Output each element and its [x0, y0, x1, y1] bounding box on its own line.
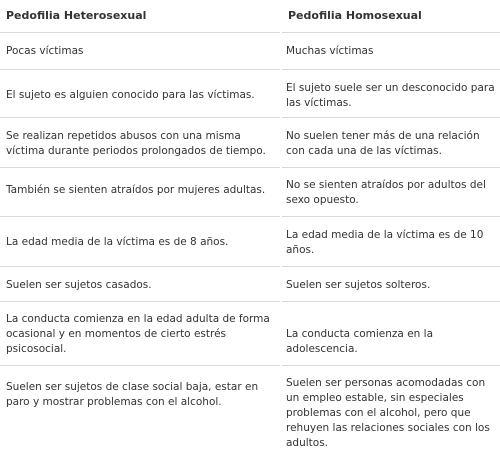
row-divider — [282, 117, 500, 118]
row-divider — [282, 216, 500, 217]
cell-homo-repeated-abuse: No suelen tener más de una relación con cada una de las víctimas. — [286, 130, 480, 157]
row-divider — [282, 301, 500, 302]
cell-hetero-known-subject: El sujeto es alguien conocido para las víctimas. — [6, 89, 255, 101]
cell-hetero-mean-age: La edad media de la víctima es de 8 años. — [6, 236, 229, 248]
header-homosexual: Pedofilia Homosexual — [288, 9, 422, 22]
row-divider — [0, 167, 280, 168]
cell-homo-mean-age: La edad media de la víctima es de 10 años. — [286, 229, 484, 256]
cell-homo-known-subject: El sujeto suele ser un desconocido para las víctimas. — [286, 82, 495, 109]
row-divider — [0, 216, 280, 217]
cell-homo-social-class: Suelen ser personas acomodadas con un empleo estable, sin especiales problemas con el alcohol, pero que rehuyen las relaciones sociales con los adultos. — [286, 377, 490, 449]
cell-hetero-victims-count: Pocas víctimas — [6, 45, 84, 57]
row-divider — [282, 365, 500, 366]
row-divider — [282, 69, 500, 70]
row-divider — [0, 69, 280, 70]
row-divider — [0, 32, 280, 33]
row-divider — [282, 266, 500, 267]
cell-hetero-social-class: Suelen ser sujetos de clase social baja, estar en paro y mostrar problemas con el alcohol. — [6, 381, 259, 408]
row-divider — [282, 167, 500, 168]
cell-hetero-onset: La conducta comienza en la edad adulta de forma ocasional y en momentos de cierto estrés psicosocial. — [6, 313, 270, 355]
cell-hetero-adult-attraction: También se sienten atraídos por mujeres adultas. — [6, 184, 266, 196]
cell-homo-marital-status: Suelen ser sujetos solteros. — [286, 279, 431, 291]
cell-hetero-repeated-abuse: Se realizan repetidos abusos con una misma víctima durante periodos prolongados de tiempo. — [6, 130, 266, 157]
row-divider — [282, 32, 500, 33]
row-divider — [0, 365, 280, 366]
cell-homo-onset: La conducta comienza en la adolescencia. — [286, 328, 433, 355]
row-divider — [0, 301, 280, 302]
row-divider — [0, 117, 280, 118]
cell-homo-adult-attraction: No se sienten atraídos por adultos del sexo opuesto. — [286, 179, 486, 206]
cell-hetero-marital-status: Suelen ser sujetos casados. — [6, 279, 152, 291]
cell-homo-victims-count: Muchas víctimas — [286, 45, 374, 57]
header-heterosexual: Pedofilia Heterosexual — [6, 9, 147, 22]
row-divider — [0, 266, 280, 267]
